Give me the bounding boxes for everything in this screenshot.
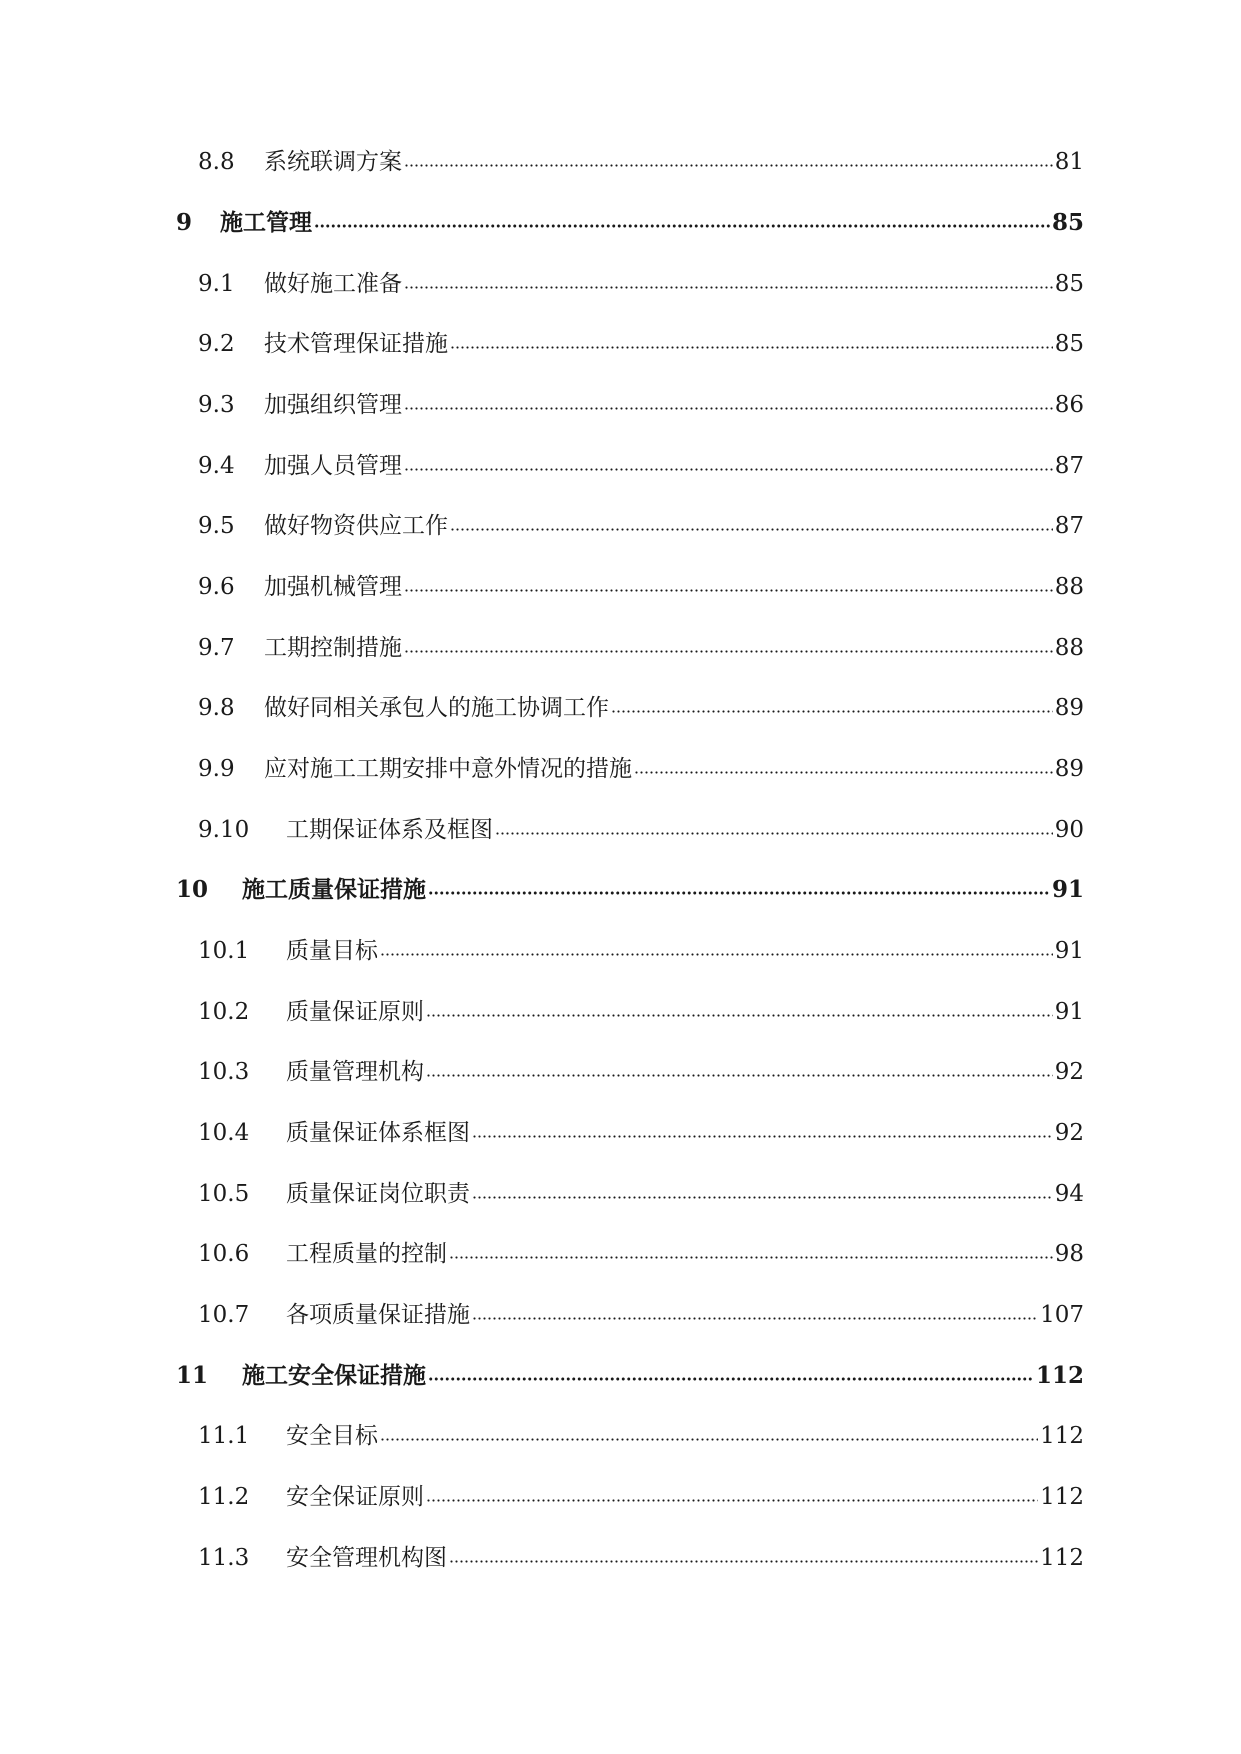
toc-entry-8-8[interactable] (198, 136, 1084, 176)
toc-entry-9-9[interactable] (198, 743, 1084, 783)
dot-leader (404, 589, 1053, 592)
toc-title: 做好同相关承包人的施工协调工作 (264, 695, 609, 721)
toc-page-number: 112 (1040, 1545, 1084, 1571)
toc-page-number: 98 (1054, 1241, 1084, 1267)
dot-leader (611, 710, 1053, 713)
toc-number: 10.6 (198, 1241, 250, 1267)
toc-chapter-11[interactable] (176, 1350, 1084, 1390)
toc-title: 工期保证体系及框图 (286, 817, 493, 843)
toc-page-number: 94 (1054, 1181, 1084, 1207)
toc-entry-10-6[interactable] (198, 1228, 1084, 1268)
toc-title: 安全管理机构图 (286, 1545, 447, 1571)
toc-title: 加强组织管理 (264, 392, 402, 418)
toc-entry-10-1[interactable] (198, 925, 1084, 965)
toc-title: 工程质量的控制 (286, 1241, 447, 1267)
toc-entry-10-4[interactable] (198, 1107, 1084, 1147)
dot-leader (449, 1560, 1038, 1563)
dot-leader (472, 1135, 1053, 1138)
toc-number: 11 (176, 1362, 209, 1389)
toc-number: 9.7 (198, 635, 235, 661)
dot-leader (472, 1317, 1038, 1320)
toc-page-number: 91 (1054, 938, 1084, 964)
toc-page-number: 90 (1054, 817, 1084, 843)
toc-page-number: 91 (1054, 999, 1084, 1025)
toc-title: 施工质量保证措施 (242, 876, 426, 903)
toc-entry-10-2[interactable] (198, 986, 1084, 1026)
toc-number: 10.7 (198, 1302, 250, 1328)
toc-entry-11-3[interactable] (198, 1532, 1084, 1572)
toc-entry-9-7[interactable] (198, 622, 1084, 662)
toc-number: 9.10 (198, 817, 250, 843)
toc-title: 安全保证原则 (286, 1484, 424, 1510)
toc-title: 加强人员管理 (264, 453, 402, 479)
toc-page-number: 85 (1051, 209, 1084, 236)
dot-leader (428, 891, 1050, 895)
toc-entry-9-5[interactable] (198, 500, 1084, 540)
toc-entry-10-3[interactable] (198, 1046, 1084, 1086)
toc-title: 技术管理保证措施 (264, 331, 448, 357)
toc-page-number: 86 (1054, 392, 1084, 418)
dot-leader (450, 528, 1053, 531)
toc-entry-9-2[interactable] (198, 318, 1084, 358)
toc-title: 质量目标 (286, 938, 378, 964)
toc-entry-9-8[interactable] (198, 682, 1084, 722)
dot-leader (472, 1196, 1053, 1199)
dot-leader (404, 650, 1053, 653)
toc-title: 加强机械管理 (264, 574, 402, 600)
dot-leader (428, 1377, 1034, 1381)
toc-chapter-10[interactable] (176, 864, 1084, 904)
toc-title: 工期控制措施 (264, 635, 402, 661)
dot-leader (426, 1074, 1053, 1077)
toc-number: 10.1 (198, 938, 250, 964)
dot-leader (426, 1014, 1053, 1017)
toc-number: 9.6 (198, 574, 235, 600)
toc-page-number: 85 (1054, 331, 1084, 357)
toc-number: 9.5 (198, 513, 235, 539)
toc-page-number: 107 (1040, 1302, 1084, 1328)
toc-page-number: 88 (1054, 574, 1084, 600)
toc-title: 应对施工工期安排中意外情况的措施 (264, 756, 632, 782)
dot-leader (404, 407, 1053, 410)
dot-leader (380, 1438, 1038, 1441)
toc-number: 9.9 (198, 756, 235, 782)
toc-title: 做好施工准备 (264, 271, 402, 297)
toc-title: 质量保证原则 (286, 999, 424, 1025)
toc-entry-9-3[interactable] (198, 379, 1084, 419)
toc-entry-9-6[interactable] (198, 561, 1084, 601)
toc-entry-10-5[interactable] (198, 1168, 1084, 1208)
dot-leader (450, 346, 1053, 349)
toc-title: 质量保证体系框图 (286, 1120, 470, 1146)
dot-leader (404, 468, 1053, 471)
toc-title: 安全目标 (286, 1423, 378, 1449)
toc-page-number: 91 (1051, 876, 1084, 903)
toc-number: 10.4 (198, 1120, 250, 1146)
toc-entry-10-7[interactable] (198, 1289, 1084, 1329)
toc-page-number: 88 (1054, 635, 1084, 661)
toc-number: 11.1 (198, 1423, 250, 1449)
toc-number: 9.2 (198, 331, 235, 357)
toc-page-number: 112 (1040, 1484, 1084, 1510)
toc-page-number: 92 (1054, 1059, 1084, 1085)
toc-number: 11.3 (198, 1545, 250, 1571)
dot-leader (314, 224, 1050, 228)
toc-page-number: 89 (1054, 695, 1084, 721)
toc-page-number: 112 (1040, 1423, 1084, 1449)
toc-number: 10.5 (198, 1181, 250, 1207)
toc-page-number: 85 (1054, 271, 1084, 297)
toc-number: 10.3 (198, 1059, 250, 1085)
toc-title: 系统联调方案 (264, 149, 402, 175)
toc-number: 9.8 (198, 695, 235, 721)
toc-entry-9-1[interactable] (198, 258, 1084, 298)
toc-number: 10 (176, 876, 209, 903)
toc-page-number: 92 (1054, 1120, 1084, 1146)
toc-title: 各项质量保证措施 (286, 1302, 470, 1328)
toc-page-number: 112 (1035, 1362, 1084, 1389)
toc-page-number: 81 (1054, 149, 1084, 175)
dot-leader (380, 953, 1053, 956)
toc-entry-11-1[interactable] (198, 1410, 1084, 1450)
toc-entry-9-10[interactable] (198, 804, 1084, 844)
toc-number: 9.1 (198, 271, 235, 297)
toc-page-number: 89 (1054, 756, 1084, 782)
dot-leader (634, 771, 1053, 774)
dot-leader (404, 164, 1053, 167)
toc-number: 9.3 (198, 392, 235, 418)
toc-title: 质量管理机构 (286, 1059, 424, 1085)
toc-page-number: 87 (1054, 513, 1084, 539)
toc-number: 9 (176, 209, 193, 236)
toc-title: 做好物资供应工作 (264, 513, 448, 539)
toc-chapter-9[interactable] (176, 197, 1084, 237)
dot-leader (449, 1256, 1053, 1259)
dot-leader (495, 832, 1053, 835)
toc-entry-9-4[interactable] (198, 440, 1084, 480)
toc-title: 施工管理 (220, 209, 312, 236)
toc-entry-11-2[interactable] (198, 1471, 1084, 1511)
dot-leader (426, 1499, 1038, 1502)
toc-title: 质量保证岗位职责 (286, 1181, 470, 1207)
toc-title: 施工安全保证措施 (242, 1362, 426, 1389)
toc-number: 9.4 (198, 453, 235, 479)
toc-number: 10.2 (198, 999, 250, 1025)
toc-number: 11.2 (198, 1484, 250, 1510)
toc-page-number: 87 (1054, 453, 1084, 479)
toc-number: 8.8 (198, 149, 235, 175)
dot-leader (404, 286, 1053, 289)
